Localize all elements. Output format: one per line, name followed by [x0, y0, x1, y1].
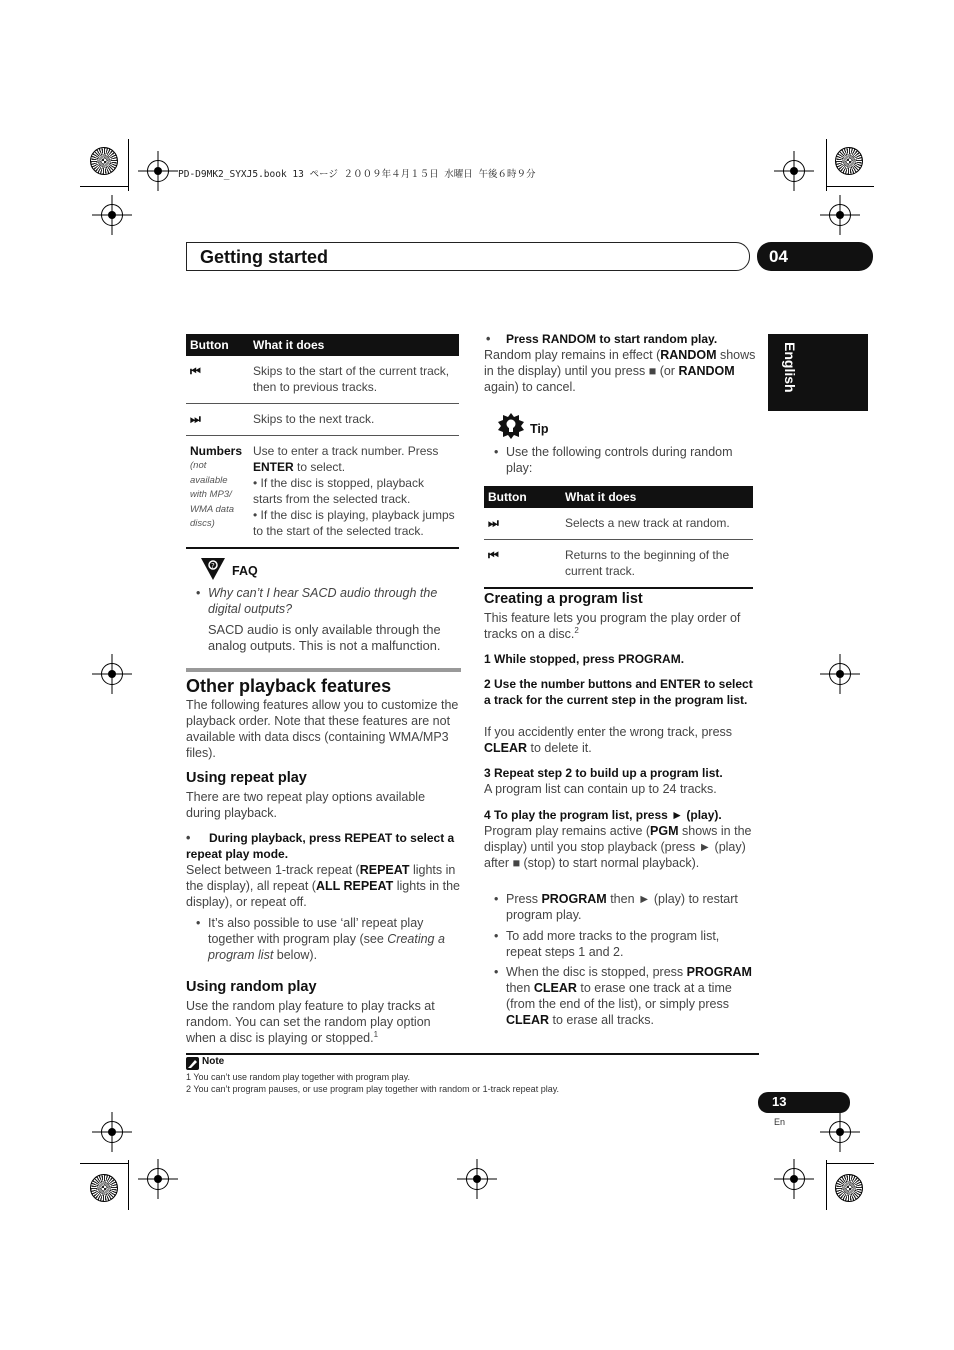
note-label: Note — [202, 1056, 225, 1067]
prev-track-icon: ⏮ — [488, 548, 499, 562]
next-track-icon: ⏭ — [488, 516, 499, 530]
faq-answer: SACD audio is only available through the analog outputs. This is not a malfunction. — [208, 622, 441, 653]
chapter-header — [186, 242, 750, 271]
random-indicator: RANDOM — [660, 348, 717, 362]
program-bullet: to erase all tracks. — [549, 1013, 654, 1027]
program-bullet: then ► (play) to restart program play. — [506, 892, 738, 922]
program-step-desc: to delete it. — [527, 741, 592, 755]
all-repeat-indicator: ALL REPEAT — [315, 879, 394, 893]
registration-starburst-icon — [90, 1174, 118, 1202]
program-step-3: 3 Repeat step 2 to build up a program list. — [484, 766, 723, 780]
note-icon — [186, 1057, 199, 1070]
program-bullet: then — [506, 981, 534, 995]
footnote-ref: 1 — [373, 1029, 379, 1039]
clear-label: CLEAR — [484, 741, 528, 755]
clear-label: CLEAR — [533, 981, 577, 995]
repeat-desc: Select between 1-track repeat ( — [186, 863, 360, 877]
registration-crosshair-icon — [783, 1168, 805, 1190]
table-cell: Selects a new track at random. — [561, 508, 753, 540]
registration-crosshair-icon — [147, 160, 169, 182]
table-header-what: What it does — [561, 486, 753, 508]
numbers-bullet: • If the disc is stopped, playback starts from the selected track. — [253, 476, 424, 506]
random-desc: again) to cancel. — [484, 380, 576, 394]
pgm-indicator: PGM — [650, 824, 679, 838]
repeat-note: below). — [273, 948, 318, 962]
next-track-icon: ⏭ — [190, 412, 201, 426]
program-heading: Creating a program list — [484, 591, 643, 607]
repeat-step: During playback, press REPEAT to select a repeat play mode. — [186, 831, 455, 861]
section-rule — [186, 668, 461, 672]
table-row — [186, 404, 459, 436]
notes-rule — [186, 1053, 759, 1055]
repeat-note: It’s also possible to use ‘all’ repeat play together with program play (see — [208, 916, 424, 946]
numbers-label: Numbers — [190, 444, 243, 458]
table-header-what: What it does — [249, 334, 459, 356]
footnote: 1 You can’t use random play together with program play. — [186, 1072, 410, 1082]
registration-crosshair-icon — [147, 1168, 169, 1190]
table-header-button: Button — [186, 334, 249, 356]
table-row — [484, 540, 753, 589]
table-row — [186, 436, 459, 549]
tip-label: Tip — [530, 422, 549, 436]
prev-track-icon: ⏮ — [190, 364, 201, 378]
repeat-intro: There are two repeat play options available during playback. — [186, 790, 426, 820]
repeat-indicator: REPEAT — [359, 863, 410, 877]
table-cell: Skips to the start of the current track, then to previous tracks. — [249, 356, 459, 404]
registration-starburst-icon — [90, 147, 118, 175]
table-row — [186, 356, 459, 404]
footnote: 2 You can’t program pauses, or use program play together with random or 1-track repeat play. — [186, 1084, 560, 1094]
random-heading: Using random play — [186, 979, 317, 995]
footnote-ref: 2 — [574, 625, 579, 635]
chapter-number: 04 — [757, 242, 873, 271]
repeat-desc: lights in the display), or repeat off. — [186, 879, 460, 909]
program-step-desc: shows in the display) until you stop playback (press ► (play) after ■ (stop) to start normal playback). — [484, 824, 752, 870]
controls-table — [186, 334, 459, 549]
registration-crosshair-icon — [783, 160, 805, 182]
numbers-text: Use to enter a track number. Press — [253, 444, 439, 458]
page-number: 13 — [772, 1094, 787, 1109]
registration-crosshair-icon — [829, 1121, 851, 1143]
tip-icon — [498, 413, 524, 439]
language-tab — [768, 334, 868, 411]
program-intro: This feature lets you program the play order of tracks on a disc. — [484, 611, 741, 641]
numbers-bullet: • If the disc is playing, playback jumps to the start of the selected track. — [253, 508, 455, 538]
repeat-note-link: Creating a program list — [208, 932, 445, 962]
random-step: Press RANDOM to start random play. — [506, 332, 718, 346]
tip-text: Use the following controls during random play: — [506, 445, 733, 475]
registration-crosshair-icon — [466, 1168, 488, 1190]
random-button-label: RANDOM — [678, 364, 735, 378]
table-row — [484, 508, 753, 540]
repeat-heading: Using repeat play — [186, 770, 307, 786]
table-cell: Skips to the next track. — [249, 404, 459, 436]
program-label: PROGRAM — [541, 892, 607, 906]
print-header-line: PD-D9MK2_SYXJ5.book 13 ページ ２００９年４月１５日 水曜日 午後６時９分 — [178, 169, 536, 180]
repeat-desc: lights in the display), all repeat ( — [186, 863, 456, 893]
language-tab-label: English — [782, 342, 798, 393]
program-bullet: to erase one track at a time (from the end of the list), or simply press — [506, 981, 732, 1011]
faq-icon — [200, 557, 226, 581]
registration-crosshair-icon — [829, 204, 851, 226]
program-step-desc: A program list can contain up to 24 tracks. — [484, 782, 717, 796]
numbers-text: to select. — [293, 460, 346, 474]
svg-text:?: ? — [211, 562, 215, 570]
chapter-title: Getting started — [200, 247, 329, 267]
faq-label: FAQ — [232, 564, 258, 578]
other-features-intro: The following features allow you to customize the playback order. Note that these features are not available with data discs (containing WMA/MP3 files). — [186, 698, 459, 760]
page-lang: En — [774, 1117, 786, 1127]
clear-label: CLEAR — [506, 1013, 550, 1027]
program-step-1: 1 While stopped, press PROGRAM. — [484, 652, 685, 666]
table-cell: Returns to the beginning of the current track. — [565, 548, 730, 578]
registration-crosshair-icon — [101, 204, 123, 226]
random-controls-table — [484, 486, 753, 589]
random-intro: Use the random play feature to play tracks at random. You can set the random play option when a disc is playing or stopped. — [186, 999, 435, 1045]
page-number-badge — [758, 1092, 850, 1113]
program-step-4: 4 To play the program list, press ► (play). — [484, 808, 722, 822]
numbers-note: (not available with MP3/ WMA data discs) — [190, 460, 234, 529]
program-label: PROGRAM — [686, 965, 752, 979]
program-bullet: When the disc is stopped, press — [506, 965, 687, 979]
program-bullet: Press — [506, 892, 542, 906]
program-step-desc: If you accidently enter the wrong track, press — [484, 725, 733, 739]
program-bullet: To add more tracks to the program list, repeat steps 1 and 2. — [506, 929, 720, 959]
program-step-2: 2 Use the number buttons and ENTER to select a track for the current step in the program list. — [484, 677, 753, 707]
registration-crosshair-icon — [101, 1121, 123, 1143]
enter-label: ENTER — [253, 460, 294, 474]
registration-crosshair-icon — [829, 663, 851, 685]
other-features-heading: Other playback features — [186, 676, 392, 696]
random-desc: Random play remains in effect ( — [484, 348, 661, 362]
registration-starburst-icon — [835, 147, 863, 175]
registration-starburst-icon — [835, 1174, 863, 1202]
faq-question: Why can’t I hear SACD audio through the digital outputs? — [208, 586, 438, 616]
random-desc: shows in the display) until you press ■ (or — [484, 348, 756, 378]
program-step-desc: Program play remains active ( — [484, 824, 651, 838]
table-header-button: Button — [484, 486, 561, 508]
registration-crosshair-icon — [101, 663, 123, 685]
